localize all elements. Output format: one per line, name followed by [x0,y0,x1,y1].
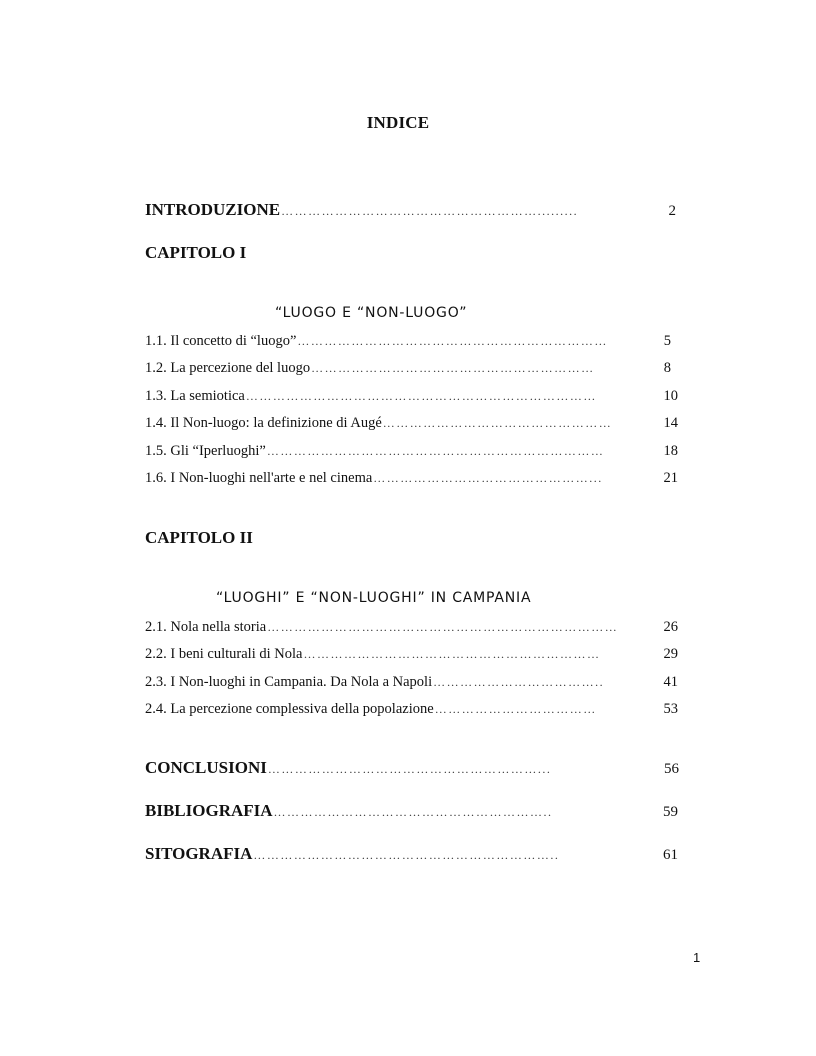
chapter-heading: CAPITOLO II [145,528,253,547]
page-number: 1 [693,950,701,965]
toc-leader-dots: ………………………………………………………… [303,647,601,661]
toc-leader-dots: …………………………………………………….. [273,805,553,819]
toc-entry[interactable] [145,646,678,663]
toc-page-number: 5 [663,333,671,349]
toc-entry[interactable] [145,388,678,405]
toc-label: 1.4. Il Non-luogo: la definizione di Augé [145,415,382,431]
toc-entry[interactable] [145,333,671,350]
chapter-subtitle: “LUOGHI” E “NON-LUOGHI” IN CAMPANIA [216,590,532,606]
toc-entry[interactable] [145,470,678,487]
toc-conclusions[interactable] [145,758,679,778]
toc-entry[interactable] [145,619,678,636]
toc-label: SITOGRAFIA [145,844,253,863]
toc-page-number: 10 [663,388,678,404]
toc-page-number: 2 [668,203,676,219]
toc-leader-dots: ……………………………………………………… [311,361,595,375]
toc-entry[interactable] [145,360,671,377]
toc-page-number: 53 [663,701,678,717]
toc-label: 2.1. Nola nella storia [145,619,267,635]
toc-page-number: 59 [663,804,678,820]
toc-page-number: 26 [663,619,678,635]
toc-label: 2.2. I beni culturali di Nola [145,646,303,662]
toc-page-number: 61 [663,847,678,863]
toc-label: 2.3. I Non-luoghi in Campania. Da Nola a Napoli [145,674,433,690]
toc-page-number: 14 [663,415,678,431]
toc-leader-dots: ……………………………….. [433,675,605,689]
toc-label: 1.6. I Non-luoghi nell'arte e nel cinema [145,470,373,486]
toc-page-number: 29 [663,646,678,662]
toc-page-number: 8 [663,360,671,376]
toc-entry[interactable] [145,674,678,691]
toc-leader-dots: …………………………………………………………………… [245,389,597,403]
toc-entry[interactable] [145,443,678,460]
toc-label: 2.4. La percezione complessiva della popolazione [145,701,434,717]
toc-label: 1.1. Il concetto di “luogo” [145,333,297,349]
toc-leader-dots: ……………………………… [434,702,597,716]
page-title: INDICE [366,113,430,132]
chapter-heading: CAPITOLO I [145,243,247,262]
toc-leader-dots: ………………………………………………………….. [253,848,560,862]
toc-bibliography[interactable] [145,801,678,821]
toc-leader-dots: …………………………………………… [382,416,613,430]
toc-leader-dots: …………………………………………………………… [297,334,608,348]
toc-label: 1.5. Gli “Iperluoghi” [145,443,266,459]
toc-label: BIBLIOGRAFIA [145,801,273,820]
toc-page-number: 18 [663,443,678,459]
toc-label: INTRODUZIONE [145,200,281,219]
chapter-subtitle: “LUOGO E “NON-LUOGO” [275,305,468,321]
toc-introduction[interactable] [145,200,676,220]
toc-leader-dots: …………………………………………………………………… [267,620,619,634]
toc-page-number: 21 [663,470,678,486]
toc-page-number: 56 [664,761,679,777]
toc-label: 1.2. La percezione del luogo [145,360,311,376]
toc-leader-dots: ………………………………………………………………… [266,444,605,458]
toc-entry[interactable] [145,701,678,718]
toc-leader-dots: …………………………………………………......... [281,204,579,218]
toc-label: 1.3. La semiotica [145,388,245,404]
toc-leader-dots: ……………………………………………………... [267,762,552,776]
toc-leader-dots: …………………………………………... [373,471,603,485]
toc-webography[interactable] [145,844,678,864]
toc-entry[interactable] [145,415,678,432]
toc-page-number: 41 [663,674,678,690]
toc-label: CONCLUSIONI [145,758,267,777]
